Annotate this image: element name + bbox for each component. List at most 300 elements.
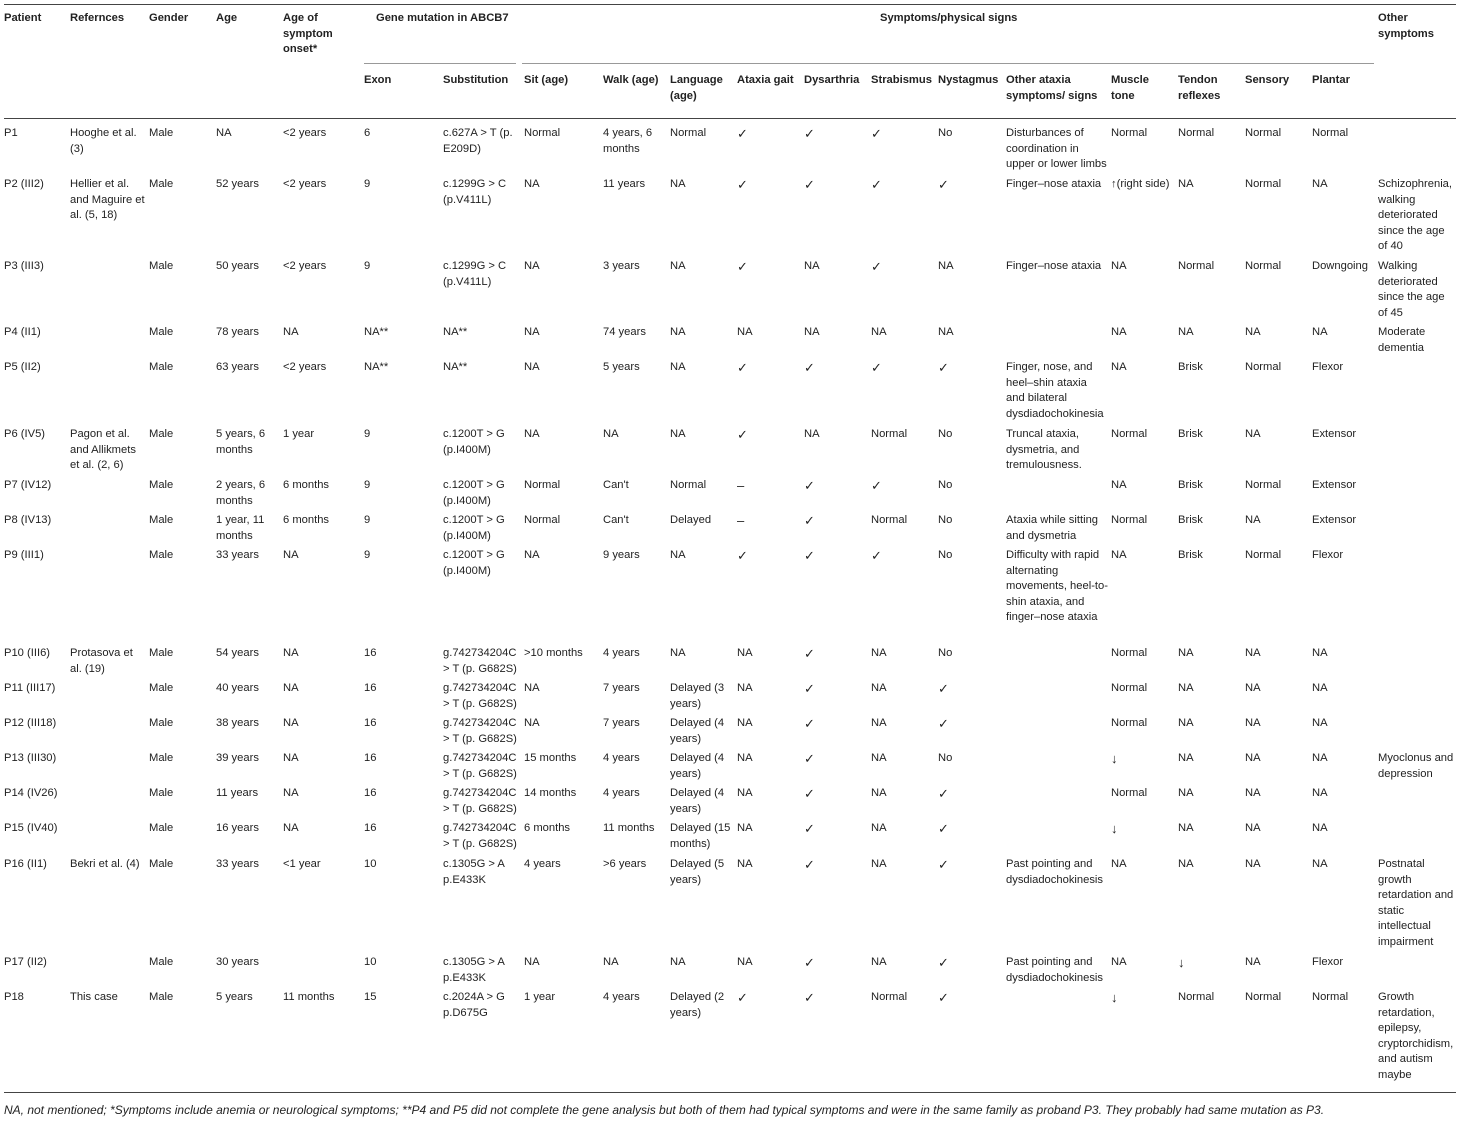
cell-other-ataxia: Past pointing and dysdiadochokinesis xyxy=(1006,858,1104,886)
cell-tendon: Brisk xyxy=(1178,479,1203,491)
cell-exon: 10 xyxy=(364,956,377,968)
cell-muscle-tone: NA xyxy=(1111,858,1127,870)
cell-substitution: g.742734204C > T (p. G682S) xyxy=(443,682,517,710)
header-tendon: Tendon reflexes xyxy=(1178,74,1221,102)
cell-strabismus: ✓ xyxy=(871,478,882,493)
cell-sit: 6 months xyxy=(524,822,571,834)
cell-age: NA xyxy=(216,127,232,139)
cell-plantar: Extensor xyxy=(1312,514,1357,526)
cell-exon: 9 xyxy=(364,479,371,491)
cell-other-ataxia: Finger–nose ataxia xyxy=(1006,260,1102,272)
cell-exon: 6 xyxy=(364,127,371,139)
cell-language: Delayed (3 years) xyxy=(670,682,725,710)
cell-substitution: g.742734204C > T (p. G682S) xyxy=(443,752,517,780)
cell-other-symptoms: Moderate dementia xyxy=(1378,326,1426,354)
cell-plantar: NA xyxy=(1312,717,1328,729)
cell-strabismus: ✓ xyxy=(871,360,882,375)
cell-ataxia-gait: – xyxy=(737,478,745,493)
header-strabismus: Strabismus xyxy=(871,74,932,86)
table-bottom-rule xyxy=(4,1092,1456,1093)
cell-muscle-tone: Normal xyxy=(1111,514,1148,526)
cell-plantar: NA xyxy=(1312,326,1328,338)
cell-muscle-tone: Normal xyxy=(1111,717,1148,729)
table-footnote: NA, not mentioned; *Symptoms include anemia or neurological symptoms; **P4 and P5 did not complete the gene analysis but both of them had typical symptoms and were in the same family as proband P3. They probably had same mutation as P3. xyxy=(4,1103,1325,1117)
cell-plantar: NA xyxy=(1312,752,1328,764)
cell-dysarthria: ✓ xyxy=(804,646,815,661)
cell-plantar: NA xyxy=(1312,682,1328,694)
cell-nystagmus: NA xyxy=(938,326,954,338)
cell-ataxia-gait: NA xyxy=(737,326,753,338)
cell-other-symptoms: Schizophrenia, walking deteriorated since the age of 40 xyxy=(1378,178,1453,253)
cell-tendon: NA xyxy=(1178,178,1194,190)
cell-sit: NA xyxy=(524,326,540,338)
cell-muscle-tone: ↓ xyxy=(1111,990,1118,1005)
cell-reference: Hooghe et al. (3) xyxy=(70,127,137,155)
cell-patient: P8 (IV13) xyxy=(4,514,52,526)
header-walk: Walk (age) xyxy=(603,74,659,86)
cell-muscle-tone: NA xyxy=(1111,260,1127,272)
cell-patient: P16 (II1) xyxy=(4,858,47,870)
cell-nystagmus: No xyxy=(938,479,953,491)
cell-nystagmus: NA xyxy=(938,260,954,272)
cell-muscle-tone: ↑(right side) xyxy=(1111,178,1170,190)
cell-strabismus: ✓ xyxy=(871,126,882,141)
cell-nystagmus: ✓ xyxy=(938,360,949,375)
cell-language: NA xyxy=(670,178,686,190)
cell-onset: 6 months xyxy=(283,514,330,526)
cell-substitution: c.1305G > A p.E433K xyxy=(443,858,505,886)
cell-exon: 16 xyxy=(364,822,377,834)
cell-ataxia-gait: ✓ xyxy=(737,259,748,274)
header-references: Refernces xyxy=(70,12,125,24)
cell-tendon: NA xyxy=(1178,717,1194,729)
cell-gender: Male xyxy=(149,326,174,338)
cell-gender: Male xyxy=(149,260,174,272)
cell-substitution: c.1200T > G (p.I400M) xyxy=(443,549,505,577)
cell-plantar: Downgoing xyxy=(1312,260,1368,272)
cell-patient: P14 (IV26) xyxy=(4,787,58,799)
cell-strabismus: NA xyxy=(871,752,887,764)
cell-plantar: Extensor xyxy=(1312,428,1357,440)
cell-age: 54 years xyxy=(216,647,259,659)
cell-tendon: NA xyxy=(1178,682,1194,694)
header-other-ataxia: Other ataxia symptoms/ signs xyxy=(1006,74,1098,102)
cell-patient: P6 (IV5) xyxy=(4,428,46,440)
cell-reference: This case xyxy=(70,991,118,1003)
cell-language: Delayed (2 years) xyxy=(670,991,725,1019)
cell-dysarthria: ✓ xyxy=(804,751,815,766)
cell-patient: P9 (III1) xyxy=(4,549,44,561)
cell-plantar: Normal xyxy=(1312,991,1349,1003)
cell-age: 40 years xyxy=(216,682,259,694)
cell-nystagmus: ✓ xyxy=(938,955,949,970)
cell-walk: Can't xyxy=(603,514,629,526)
cell-tendon: Normal xyxy=(1178,991,1215,1003)
cell-strabismus: NA xyxy=(871,717,887,729)
cell-muscle-tone: NA xyxy=(1111,549,1127,561)
header-symptoms-group: Symptoms/physical signs xyxy=(880,12,1018,24)
cell-exon: NA** xyxy=(364,361,389,373)
cell-other-ataxia: Finger, nose, and heel–shin ataxia and bilateral dysdiadochokinesia xyxy=(1006,361,1104,420)
cell-tendon: NA xyxy=(1178,858,1194,870)
cell-gender: Male xyxy=(149,514,174,526)
cell-age: 38 years xyxy=(216,717,259,729)
cell-dysarthria: ✓ xyxy=(804,857,815,872)
cell-ataxia-gait: ✓ xyxy=(737,548,748,563)
cell-patient: P4 (II1) xyxy=(4,326,41,338)
header-gene-group: Gene mutation in ABCB7 xyxy=(376,12,509,24)
cell-dysarthria: ✓ xyxy=(804,126,815,141)
cell-language: NA xyxy=(670,647,686,659)
cell-tendon: NA xyxy=(1178,822,1194,834)
cell-sensory: Normal xyxy=(1245,479,1282,491)
cell-sit: NA xyxy=(524,260,540,272)
cell-strabismus: ✓ xyxy=(871,259,882,274)
cell-dysarthria: NA xyxy=(804,428,820,440)
cell-ataxia-gait: ✓ xyxy=(737,427,748,442)
cell-plantar: NA xyxy=(1312,787,1328,799)
cell-sit: NA xyxy=(524,428,540,440)
cell-age: 33 years xyxy=(216,549,259,561)
cell-dysarthria: ✓ xyxy=(804,716,815,731)
cell-sit: 15 months xyxy=(524,752,577,764)
cell-sensory: Normal xyxy=(1245,991,1282,1003)
cell-walk: NA xyxy=(603,956,619,968)
cell-walk: 7 years xyxy=(603,717,640,729)
cell-sensory: NA xyxy=(1245,647,1261,659)
cell-other-ataxia: Ataxia while sitting and dysmetria xyxy=(1006,514,1099,542)
cell-nystagmus: ✓ xyxy=(938,857,949,872)
cell-dysarthria: ✓ xyxy=(804,821,815,836)
cell-gender: Male xyxy=(149,428,174,440)
cell-ataxia-gait: ✓ xyxy=(737,126,748,141)
cell-patient: P18 xyxy=(4,991,24,1003)
cell-tendon: NA xyxy=(1178,787,1194,799)
cell-tendon: Normal xyxy=(1178,260,1215,272)
cell-walk: 3 years xyxy=(603,260,640,272)
cell-nystagmus: No xyxy=(938,647,953,659)
cell-muscle-tone: ↓ xyxy=(1111,821,1118,836)
cell-onset: NA xyxy=(283,326,299,338)
cell-plantar: Extensor xyxy=(1312,479,1357,491)
cell-other-ataxia: Truncal ataxia, dysmetria, and tremulousness. xyxy=(1006,428,1082,472)
cell-gender: Male xyxy=(149,682,174,694)
cell-sensory: Normal xyxy=(1245,361,1282,373)
cell-exon: 16 xyxy=(364,717,377,729)
cell-strabismus: NA xyxy=(871,956,887,968)
cell-language: Delayed (5 years) xyxy=(670,858,725,886)
cell-sit: Normal xyxy=(524,514,561,526)
cell-strabismus: ✓ xyxy=(871,177,882,192)
cell-muscle-tone: NA xyxy=(1111,479,1127,491)
header-patient: Patient xyxy=(4,12,42,24)
cell-dysarthria: NA xyxy=(804,260,820,272)
cell-nystagmus: No xyxy=(938,428,953,440)
cell-sensory: NA xyxy=(1245,956,1261,968)
cell-sensory: Normal xyxy=(1245,178,1282,190)
cell-patient: P17 (II2) xyxy=(4,956,47,968)
cell-age: 63 years xyxy=(216,361,259,373)
header-sensory: Sensory xyxy=(1245,74,1290,86)
cell-exon: 9 xyxy=(364,178,371,190)
cell-substitution: c.1305G > A p.E433K xyxy=(443,956,505,984)
cell-ataxia-gait: NA xyxy=(737,647,753,659)
cell-walk: 4 years, 6 months xyxy=(603,127,653,155)
cell-language: NA xyxy=(670,260,686,272)
cell-strabismus: NA xyxy=(871,787,887,799)
cell-language: NA xyxy=(670,326,686,338)
cell-exon: 10 xyxy=(364,858,377,870)
cell-onset: NA xyxy=(283,752,299,764)
cell-dysarthria: ✓ xyxy=(804,548,815,563)
cell-strabismus: Normal xyxy=(871,514,908,526)
cell-onset: 1 year xyxy=(283,428,315,440)
cell-strabismus: NA xyxy=(871,647,887,659)
cell-dysarthria: ✓ xyxy=(804,360,815,375)
cell-sit: NA xyxy=(524,361,540,373)
cell-gender: Male xyxy=(149,822,174,834)
cell-language: Normal xyxy=(670,127,707,139)
cell-substitution: c.2024A > G p.D675G xyxy=(443,991,505,1019)
cell-sit: 14 months xyxy=(524,787,577,799)
cell-sensory: NA xyxy=(1245,787,1261,799)
cell-tendon: ↓ xyxy=(1178,955,1185,970)
cell-onset: <2 years xyxy=(283,127,327,139)
header-gender: Gender xyxy=(149,12,189,24)
cell-gender: Male xyxy=(149,787,174,799)
cell-ataxia-gait: – xyxy=(737,513,745,528)
cell-sit: 4 years xyxy=(524,858,561,870)
cell-language: Delayed (15 months) xyxy=(670,822,731,850)
cell-tendon: NA xyxy=(1178,326,1194,338)
cell-onset: NA xyxy=(283,549,299,561)
cell-dysarthria: ✓ xyxy=(804,478,815,493)
header-exon: Exon xyxy=(364,74,392,86)
cell-plantar: Flexor xyxy=(1312,956,1344,968)
cell-nystagmus: ✓ xyxy=(938,681,949,696)
cell-language: NA xyxy=(670,361,686,373)
cell-sensory: NA xyxy=(1245,822,1261,834)
cell-plantar: Flexor xyxy=(1312,549,1344,561)
cell-substitution: NA** xyxy=(443,326,468,338)
cell-exon: 9 xyxy=(364,260,371,272)
cell-reference: Pagon et al. and Allikmets et al. (2, 6) xyxy=(70,428,136,472)
cell-walk: 5 years xyxy=(603,361,640,373)
cell-nystagmus: ✓ xyxy=(938,177,949,192)
cell-exon: 9 xyxy=(364,514,371,526)
cell-dysarthria: ✓ xyxy=(804,990,815,1005)
cell-exon: 16 xyxy=(364,682,377,694)
cell-walk: 11 years xyxy=(603,178,646,190)
cell-plantar: NA xyxy=(1312,178,1328,190)
cell-gender: Male xyxy=(149,479,174,491)
header-age: Age xyxy=(216,12,238,24)
cell-sit: NA xyxy=(524,682,540,694)
cell-onset: <2 years xyxy=(283,178,327,190)
cell-age: 39 years xyxy=(216,752,259,764)
cell-patient: P12 (III18) xyxy=(4,717,57,729)
cell-substitution: c.1200T > G (p.I400M) xyxy=(443,514,505,542)
cell-muscle-tone: Normal xyxy=(1111,787,1148,799)
cell-onset: 11 months xyxy=(283,991,335,1003)
cell-walk: 4 years xyxy=(603,752,640,764)
cell-gender: Male xyxy=(149,127,174,139)
header-onset: Age of symptom onset* xyxy=(283,12,333,56)
cell-patient: P7 (IV12) xyxy=(4,479,52,491)
cell-sensory: Normal xyxy=(1245,127,1282,139)
cell-age: 16 years xyxy=(216,822,259,834)
cell-nystagmus: ✓ xyxy=(938,990,949,1005)
cell-strabismus: Normal xyxy=(871,991,908,1003)
cell-age: 11 years xyxy=(216,787,259,799)
cell-other-ataxia: Finger–nose ataxia xyxy=(1006,178,1102,190)
cell-sensory: NA xyxy=(1245,858,1261,870)
cell-patient: P11 (III17) xyxy=(4,682,56,694)
cell-walk: 74 years xyxy=(603,326,646,338)
cell-plantar: Flexor xyxy=(1312,361,1344,373)
cell-ataxia-gait: NA xyxy=(737,858,753,870)
cell-sensory: NA xyxy=(1245,752,1261,764)
cell-onset: NA xyxy=(283,822,299,834)
header-sit: Sit (age) xyxy=(524,74,569,86)
cell-substitution: g.742734204C > T (p. G682S) xyxy=(443,647,517,675)
cell-age: 30 years xyxy=(216,956,259,968)
cell-ataxia-gait: NA xyxy=(737,717,753,729)
cell-other-ataxia: Difficulty with rapid alternating movements, heel-to-shin ataxia, and finger–nose ataxia xyxy=(1006,549,1108,624)
cell-exon: 9 xyxy=(364,428,371,440)
cell-onset: NA xyxy=(283,682,299,694)
cell-muscle-tone: NA xyxy=(1111,956,1127,968)
cell-ataxia-gait: ✓ xyxy=(737,360,748,375)
cell-sit: NA xyxy=(524,717,540,729)
cell-onset: NA xyxy=(283,717,299,729)
header-language: Language (age) xyxy=(670,74,723,102)
cell-language: NA xyxy=(670,956,686,968)
cell-sensory: Normal xyxy=(1245,549,1282,561)
cell-dysarthria: ✓ xyxy=(804,955,815,970)
cell-onset: <2 years xyxy=(283,260,327,272)
cell-patient: P15 (IV40) xyxy=(4,822,58,834)
cell-plantar: NA xyxy=(1312,647,1328,659)
cell-substitution: c.627A > T (p. E209D) xyxy=(443,127,513,155)
cell-gender: Male xyxy=(149,549,174,561)
cell-age: 5 years, 6 months xyxy=(216,428,266,456)
cell-substitution: c.1200T > G (p.I400M) xyxy=(443,428,505,456)
cell-sit: Normal xyxy=(524,127,561,139)
header-plantar: Plantar xyxy=(1312,74,1350,86)
cell-language: NA xyxy=(670,549,686,561)
header-bottom-rule xyxy=(4,118,1456,119)
cell-age: 50 years xyxy=(216,260,259,272)
cell-tendon: NA xyxy=(1178,752,1194,764)
cell-substitution: c.1299G > C (p.V411L) xyxy=(443,260,507,288)
header-other-symptoms: Other symptoms xyxy=(1378,12,1434,40)
cell-sit: NA xyxy=(524,178,540,190)
cell-nystagmus: No xyxy=(938,752,953,764)
cell-patient: P13 (III30) xyxy=(4,752,57,764)
cell-dysarthria: ✓ xyxy=(804,681,815,696)
cell-age: 78 years xyxy=(216,326,259,338)
cell-muscle-tone: Normal xyxy=(1111,647,1148,659)
cell-substitution: NA** xyxy=(443,361,468,373)
cell-muscle-tone: ↓ xyxy=(1111,751,1118,766)
cell-exon: 16 xyxy=(364,752,377,764)
cell-reference: Hellier et al. and Maguire et al. (5, 18) xyxy=(70,178,145,222)
cell-sensory: NA xyxy=(1245,514,1261,526)
cell-patient: P1 xyxy=(4,127,18,139)
cell-onset: <1 year xyxy=(283,858,321,870)
cell-nystagmus: ✓ xyxy=(938,821,949,836)
cell-other-symptoms: Growth retardation, epilepsy, cryptorchidism, and autism maybe xyxy=(1378,991,1454,1081)
header-nystagmus: Nystagmus xyxy=(938,74,999,86)
cell-ataxia-gait: NA xyxy=(737,822,753,834)
cell-nystagmus: No xyxy=(938,127,953,139)
gene-group-rule xyxy=(364,63,516,64)
cell-exon: 16 xyxy=(364,647,377,659)
header-substitution: Substitution xyxy=(443,74,509,86)
cell-gender: Male xyxy=(149,647,174,659)
cell-reference: Protasova et al. (19) xyxy=(70,647,133,675)
cell-walk: NA xyxy=(603,428,619,440)
cell-ataxia-gait: NA xyxy=(737,956,753,968)
cell-ataxia-gait: NA xyxy=(737,752,753,764)
cell-age: 52 years xyxy=(216,178,259,190)
cell-patient: P10 (III6) xyxy=(4,647,51,659)
cell-other-symptoms: Myoclonus and depression xyxy=(1378,752,1454,780)
cell-sensory: NA xyxy=(1245,717,1261,729)
cell-age: 5 years xyxy=(216,991,253,1003)
cell-gender: Male xyxy=(149,717,174,729)
cell-sensory: NA xyxy=(1245,682,1261,694)
cell-substitution: g.742734204C > T (p. G682S) xyxy=(443,787,517,815)
cell-dysarthria: ✓ xyxy=(804,786,815,801)
cell-exon: NA** xyxy=(364,326,389,338)
cell-substitution: c.1200T > G (p.I400M) xyxy=(443,479,505,507)
cell-patient: P2 (III2) xyxy=(4,178,44,190)
cell-dysarthria: ✓ xyxy=(804,177,815,192)
cell-nystagmus: No xyxy=(938,514,953,526)
cell-walk: >6 years xyxy=(603,858,647,870)
cell-language: Delayed (4 years) xyxy=(670,752,725,780)
cell-ataxia-gait: NA xyxy=(737,682,753,694)
cell-onset: NA xyxy=(283,787,299,799)
cell-muscle-tone: NA xyxy=(1111,326,1127,338)
cell-walk: 4 years xyxy=(603,647,640,659)
cell-plantar: NA xyxy=(1312,822,1328,834)
cell-other-ataxia: Disturbances of coordination in upper or lower limbs xyxy=(1006,127,1107,171)
cell-tendon: Normal xyxy=(1178,127,1215,139)
table-top-rule xyxy=(4,4,1456,5)
cell-patient: P3 (III3) xyxy=(4,260,44,272)
cell-muscle-tone: Normal xyxy=(1111,127,1148,139)
cell-exon: 16 xyxy=(364,787,377,799)
cell-sit: Normal xyxy=(524,479,561,491)
cell-age: 1 year, 11 months xyxy=(216,514,265,542)
cell-gender: Male xyxy=(149,361,174,373)
cell-language: Delayed xyxy=(670,514,712,526)
cell-nystagmus: ✓ xyxy=(938,786,949,801)
cell-sit: >10 months xyxy=(524,647,583,659)
cell-strabismus: NA xyxy=(871,858,887,870)
cell-other-symptoms: Postnatal growth retardation and static intellectual impairment xyxy=(1378,858,1454,948)
cell-exon: 9 xyxy=(364,549,371,561)
cell-language: Delayed (4 years) xyxy=(670,787,725,815)
cell-muscle-tone: Normal xyxy=(1111,682,1148,694)
cell-tendon: Brisk xyxy=(1178,428,1203,440)
cell-plantar: Normal xyxy=(1312,127,1349,139)
cell-walk: 4 years xyxy=(603,787,640,799)
cell-sensory: NA xyxy=(1245,428,1261,440)
